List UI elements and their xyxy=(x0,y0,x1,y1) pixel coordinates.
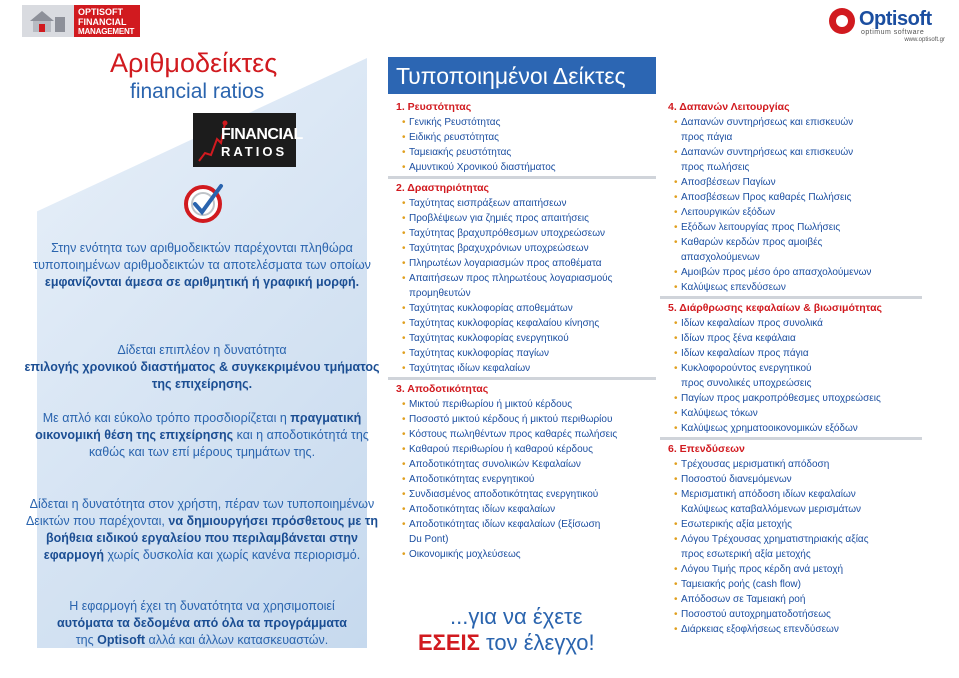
list-item: • Καλύψεως χρηματοοικονομικών εξόδων xyxy=(674,421,922,436)
list-item: • Συνδιασμένος αποδοτικότητας ενεργητικού xyxy=(402,487,656,502)
list-item: • Ταμειακής ροής (cash flow) xyxy=(674,577,922,592)
ratios-column-right xyxy=(660,98,922,656)
sources-brand: Optisoft xyxy=(97,633,146,647)
section-investments-title: 6. Επενδύσεων xyxy=(660,437,922,457)
ratios-heading: Τυποποιημένοι Δείκτες xyxy=(396,63,626,89)
position-text-a: Με απλό και εύκολο τρόπο προσδιορίζεται η xyxy=(42,411,287,425)
section-profitability-title: 3. Αποδοτικότητας xyxy=(388,377,656,397)
brand-tagline: optimum software xyxy=(861,29,925,36)
list-item: • Ειδικής ρευστότητας xyxy=(402,130,656,145)
position-emphasis: πραγματική οικονομική θέση της επιχείρησης xyxy=(35,411,362,442)
list-item: • Ταχύτητας ιδίων κεφαλαίων xyxy=(402,361,656,376)
list-item: • Ταχύτητας κυκλοφορίας ενεργητικού xyxy=(402,331,656,346)
list-item: προς συνολικές υποχρεώσεις xyxy=(681,378,812,389)
custom-text-a: Δίδεται η δυνατότητα στον χρήστη, πέραν των τυποποιημένων Δεικτών που παρέχονται, xyxy=(25,497,375,528)
financial-ratios-badge xyxy=(193,113,303,167)
list-item: • Ταχύτητας εισπράξεων απαιτήσεων xyxy=(402,196,656,211)
list-item: • Ταχύτητας βραχυχρόνιων υποχρεώσεων xyxy=(402,241,656,256)
list-item: απασχολούμενων xyxy=(681,252,760,263)
list-item: • Διάρκειας εξοφλήσεως επενδύσεων xyxy=(674,622,922,637)
list-item: • Καθαρού περιθωρίου ή καθαρού κέρδους xyxy=(402,442,656,457)
custom-emphasis: να δημιουργήσει πρόσθετους με τη βοήθεια ειδικού εργαλείου που περιλαμβάνεται στην εφαρμογή xyxy=(43,514,379,562)
list-item: • Λόγου Τρέχουσας χρηματιστηριακής αξίας xyxy=(674,532,922,547)
section-liquidity-title: 1. Ρευστότητας xyxy=(388,98,656,115)
custom-ratios-paragraph xyxy=(22,496,382,564)
intro-emphasis: εμφανίζονται άμεσα σε αριθμητική ή γραφική μορφή. xyxy=(44,275,360,289)
list-item: • Οικονομικής μοχλεύσεως xyxy=(402,547,656,562)
list-item: • Αποδοτικότητας ιδίων κεφαλαίων xyxy=(402,502,656,517)
list-item: • Εξόδων λειτουργίας προς Πωλήσεις xyxy=(674,220,922,235)
sources-text-a: Η εφαρμογή έχει τη δυνατότητα να χρησιμοποιεί xyxy=(69,599,335,613)
optisoft-brand-logo xyxy=(827,6,945,44)
section-activity-title: 2. Δραστηριότητας xyxy=(388,176,656,196)
period-text: Δίδεται επιπλέον η δυνατότητα xyxy=(117,343,287,357)
brand-name: Optisoft xyxy=(859,8,932,30)
list-item: • Λειτουργικών εξόδων xyxy=(674,205,922,220)
list-item: • Τρέχουσας μερισματική απόδοση xyxy=(674,457,922,472)
period-emphasis: επιλογής χρονικού διαστήματος & συγκεκριμένου τμήματος της επιχείρησης. xyxy=(24,360,380,391)
list-item: • Γενικής Ρευστότητας xyxy=(402,115,656,130)
period-paragraph xyxy=(22,342,382,393)
slogan-emphasis: ΕΣΕΙΣ xyxy=(418,630,480,655)
list-item: • Ποσοστού διανεμόμενων xyxy=(674,472,922,487)
list-item: • Καθαρών κερδών προς αμοιβές xyxy=(674,235,922,250)
list-item: • Μικτού περιθωρίου ή μικτού κέρδους xyxy=(402,397,656,412)
list-item: • Καλύψεως επενδύσεων xyxy=(674,280,922,295)
list-item: • Ταχύτητας βραχυπρόθεσμων υποχρεώσεων xyxy=(402,226,656,241)
liquidity-list xyxy=(388,115,656,175)
brand-url: www.optisoft.gr xyxy=(904,37,945,43)
page-title: Αριθμοδείκτες xyxy=(110,48,278,78)
list-item: • Ποσοστό μικτού κέρδους ή μικτού περιθωρίου xyxy=(402,412,656,427)
position-text-b: και η αποδοτικότητά της καθώς και των επί μέρους τμημάτων της. xyxy=(88,428,369,459)
badge-line-1: FINANCIAL xyxy=(221,126,303,143)
list-item: Du Pont) xyxy=(409,534,449,545)
list-item: • Ποσοστού αυτοχρηματοδοτήσεως xyxy=(674,607,922,622)
list-item: • Ιδίων κεφαλαίων προς συνολικά xyxy=(674,316,922,331)
data-sources-paragraph xyxy=(22,598,382,649)
list-item: • Δαπανών συντηρήσεως και επισκευών xyxy=(674,115,922,130)
list-item: • Ιδίων κεφαλαίων προς πάγια xyxy=(674,346,922,361)
intro-paragraph xyxy=(22,240,382,291)
slogan-line-2 xyxy=(418,630,595,656)
sources-emphasis: αυτόματα τα δεδομένα από όλα τα προγράμματα xyxy=(57,616,347,630)
list-item: • Ταμειακής ρευστότητας xyxy=(402,145,656,160)
list-item: • Αποδοτικότητας ιδίων κεφαλαίων (Εξίσωση xyxy=(402,517,656,532)
list-item: • Παγίων προς μακροπρόθεσμες υποχρεώσεις xyxy=(674,391,922,406)
position-paragraph xyxy=(22,410,382,461)
list-item: • Αποδοτικότητας συνολικών Κεφαλαίων xyxy=(402,457,656,472)
list-item: • Ταχύτητας κυκλοφορίας αποθεμάτων xyxy=(402,301,656,316)
list-item: • Μερισματική απόδοση ιδίων κεφαλαίων xyxy=(674,487,922,502)
sources-text-b: της xyxy=(75,633,94,647)
list-item: • Απαιτήσεων προς πληρωτέους λογαριασμούς xyxy=(402,271,656,286)
list-item: • Κυκλοφορούντος ενεργητικού xyxy=(674,361,922,376)
list-item: προς πάγια xyxy=(681,132,733,143)
house-logo-icon xyxy=(22,5,74,37)
custom-text-b: χωρίς δυσκολία και χωρίς κανένα περιορισμό. xyxy=(107,548,361,562)
list-item: προμηθευτών xyxy=(409,288,471,299)
optisoft-mark-icon xyxy=(829,8,855,34)
checkmark-icon xyxy=(183,182,225,224)
list-item: • Αποσβέσεων Προς καθαρές Πωλήσεις xyxy=(674,190,922,205)
badge-line-2: RATIOS xyxy=(221,144,288,159)
profitability-list xyxy=(388,397,656,562)
optisoft-financial-logo xyxy=(22,5,140,37)
logo-line-1: OPTISOFT xyxy=(78,7,123,17)
list-item: • Κόστους πωληθέντων προς καθαρές πωλήσεις xyxy=(402,427,656,442)
list-item: • Ιδίων προς ξένα κεφάλαια xyxy=(674,331,922,346)
list-item: προς πωλήσεις xyxy=(681,162,750,173)
list-item: • Πληρωτέων λογαριασμών προς αποθέματα xyxy=(402,256,656,271)
list-item: • Αμοιβών προς μέσο όρο απασχολούμενων xyxy=(674,265,922,280)
list-item: • Αποσβέσεων Παγίων xyxy=(674,175,922,190)
list-item: • Δαπανών συντηρήσεως και επισκευών xyxy=(674,145,922,160)
sources-text-c: αλλά και άλλων κατασκευαστών. xyxy=(148,633,329,647)
list-item: • Εσωτερικής αξία μετοχής xyxy=(674,517,922,532)
logo-line-3: MANAGEMENT xyxy=(78,27,135,36)
list-item: Καλύψεως καταβαλλόμενων μερισμάτων xyxy=(681,504,862,515)
logo-text xyxy=(74,5,140,37)
operating-costs-list xyxy=(660,115,922,295)
list-item: • Ταχύτητας κυκλοφορίας κεφαλαίου κίνησης xyxy=(402,316,656,331)
logo-line-2: FINANCIAL xyxy=(78,17,127,27)
slogan-line-1: ...για να έχετε xyxy=(450,604,583,629)
section-capital-structure-title: 5. Διάρθρωσης κεφαλαίων & βιωσιμότητας xyxy=(660,296,922,316)
page-subtitle: financial ratios xyxy=(130,80,265,103)
list-item: • Προβλέψεων για ζημιές προς απαιτήσεις xyxy=(402,211,656,226)
activity-list xyxy=(388,196,656,376)
ratios-column-middle xyxy=(388,98,656,598)
list-item: • Λόγου Τιμής προς κέρδη ανά μετοχή xyxy=(674,562,922,577)
list-item: • Ταχύτητας κυκλοφορίας παγίων xyxy=(402,346,656,361)
slogan-text: τον έλεγχο! xyxy=(486,630,595,655)
list-item: προς εσωτερική αξία μετοχής xyxy=(681,549,811,560)
investments-list xyxy=(660,457,922,637)
list-item: • Αποδοτικότητας ενεργητικού xyxy=(402,472,656,487)
list-item: • Αμυντικού Χρονικού διαστήματος xyxy=(402,160,656,175)
list-item: • Καλύψεως τόκων xyxy=(674,406,922,421)
section-operating-costs-title: 4. Δαπανών Λειτουργίας xyxy=(660,98,922,115)
capital-structure-list xyxy=(660,316,922,436)
intro-text: Στην ενότητα των αριθμοδεικτών παρέχονται πληθώρα τυποποιημένων αριθμοδεικτών τα αποτελέσματα των οποίων xyxy=(33,241,371,272)
ratios-heading-bar xyxy=(388,57,656,94)
list-item: • Απόδοσων σε Ταμειακή ροή xyxy=(674,592,922,607)
